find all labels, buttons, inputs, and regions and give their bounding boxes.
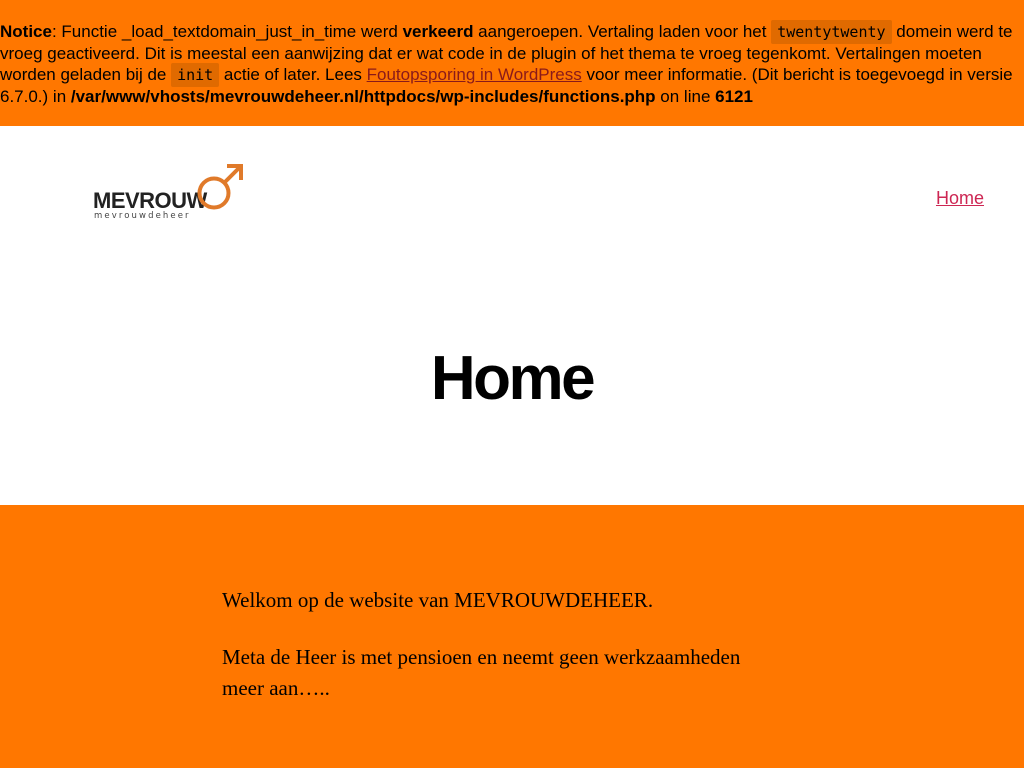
notice-text: aangeroepen. Vertaling laden voor het	[473, 22, 772, 41]
notice-text: : Functie _load_textdomain_just_in_time werd	[51, 22, 403, 41]
site-header	[0, 126, 1024, 246]
primary-nav	[936, 188, 984, 209]
male-symbol-icon	[196, 163, 244, 213]
page-header	[0, 246, 1024, 505]
notice-code-domain: twentytwenty	[771, 20, 891, 44]
site-logo[interactable]	[93, 163, 243, 219]
page-title: Home	[430, 344, 594, 413]
logo-subtext: mevrouwdeheer	[94, 211, 191, 221]
php-notice	[0, 0, 1024, 126]
notice-text: domein werd te vroeg geactiveerd. Dit is meestal een aanwijzing dat er wat code in de plugin of het thema te vroeg tegenkomt. Vertalingen moeten worden geladen bij de	[0, 22, 1013, 84]
notice-text: actie of later. Lees	[219, 65, 367, 84]
nav-item-home[interactable]: Home	[935, 188, 984, 208]
page-content	[0, 505, 1024, 768]
notice-label: Notice	[0, 22, 52, 41]
welcome-paragraph: Welkom op de website van MEVROUWDEHEER.	[222, 588, 654, 612]
logo-wordmark: MEVROUW	[93, 188, 207, 213]
notice-path: /var/www/vhosts/mevrouwdeheer.nl/httpdocs/wp-includes/functions.php	[70, 87, 656, 106]
notice-line: 6121	[715, 87, 753, 106]
retirement-paragraph: Meta de Heer is met pensioen en neemt geen werkzaamheden meer aan…..	[222, 645, 741, 700]
notice-code-init: init	[171, 63, 219, 87]
notice-bold: verkeerd	[402, 22, 474, 41]
debugging-link[interactable]: Foutopsporing in WordPress	[366, 65, 582, 84]
notice-text: on line	[655, 87, 716, 106]
notice-text: voor meer informatie. (Dit bericht is toegevoegd in versie 6.7.0.) in	[0, 65, 1013, 106]
